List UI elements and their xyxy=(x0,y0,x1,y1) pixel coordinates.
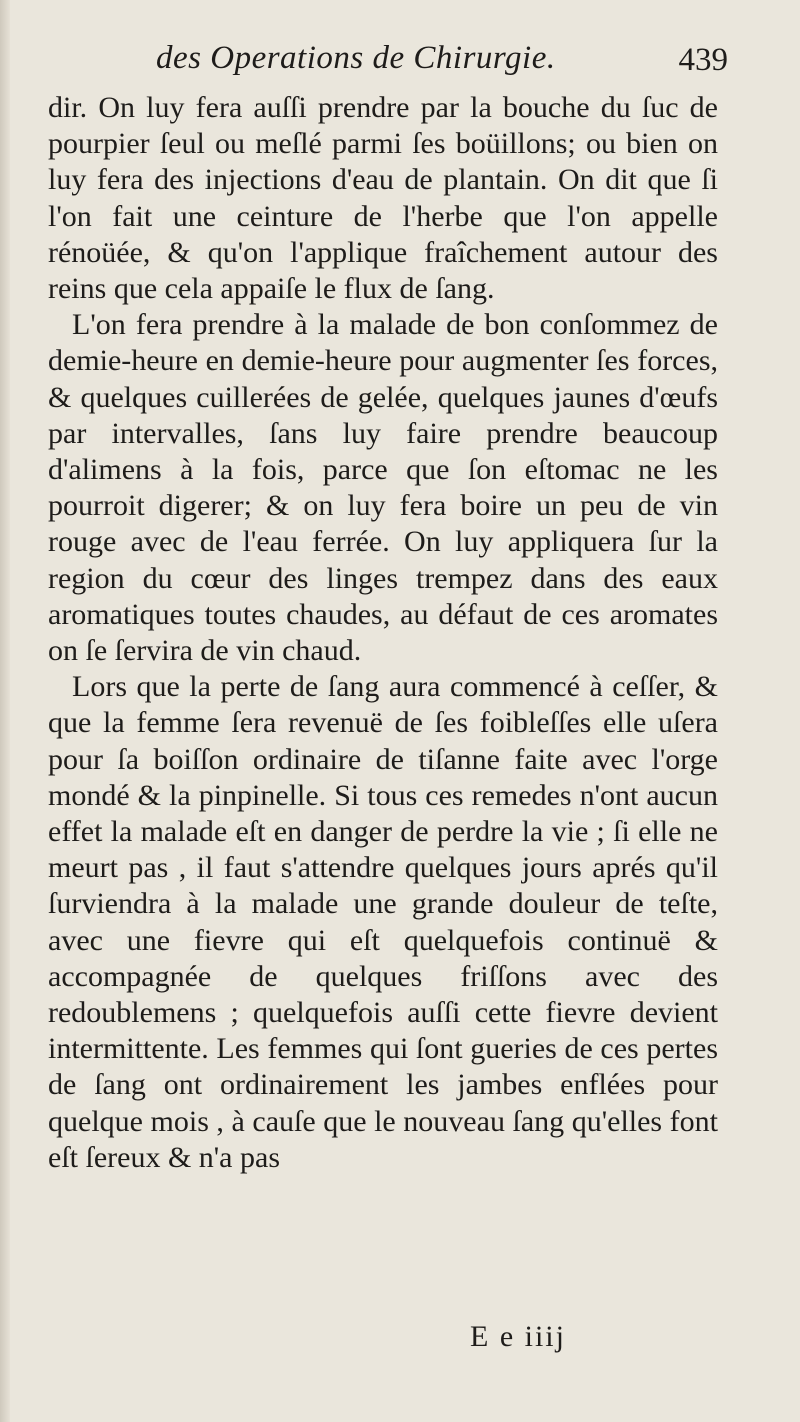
running-title: des Operations de Chirurgie. xyxy=(156,40,556,76)
paragraph-3: Lors que la perte de ſang aura commencé à ceſſer, & que la femme ſera revenuë de ſes foibleſſes elle uſera pour ſa boiſſon ordinaire de tiſanne faite avec l'orge mondé & la pinpinelle. Si tous ces remedes n'ont aucun effet la malade eſt en danger de perdre la vie ; ſi elle ne meurt pas , il faut s'attendre quelques jours aprés qu'il ſurviendra à la malade une grande douleur de teſte, avec une fievre qui eſt quelquefois continuë & accompagnée de quelques friſſons avec des redoublemens ; quelquefois auſſi cette fievre devient intermittente. Les femmes qui ſont gueries de ces pertes de ſang ont ordinairement les jambes enflées pour quelque mois , à cauſe que le nouveau ſang qu'elles font eſt ſereux & n'a pas xyxy=(48,670,718,1174)
book-page xyxy=(48,38,728,1176)
page-header xyxy=(48,38,728,90)
paragraph-2: L'on fera prendre à la malade de bon conſommez de demie-heure en demie-heure pour augmenter ſes forces, & quelques cuillerées de gelée, quelques jaunes d'œufs par intervalles, ſans luy faire prendre beaucoup d'alimens à la fois, parce que ſon eſtomac ne les pourroit digerer; & on luy fera boire un peu de vin rouge avec de l'eau ferrée. On luy appliquera ſur la region du cœur des linges trempez dans des eaux aromatiques toutes chaudes, au défaut de ces aromates on ſe ſervira de vin chaud. xyxy=(48,308,718,668)
paragraph-1: dir. On luy fera auſſi prendre par la bouche du ſuc de pourpier ſeul ou meſlé parmi ſes boüillons; ou bien on luy fera des injections d'eau de plantain. On dit que ſi l'on fait une ceinture de l'herbe que l'on appelle rénoüée, & qu'on l'applique fraîchement autour des reins que cela appaiſe le flux de ſang. xyxy=(48,91,718,306)
body-text xyxy=(48,90,718,1176)
signature-mark: E e iiij xyxy=(470,1320,566,1353)
page-edge xyxy=(0,0,10,1422)
page-number: 439 xyxy=(678,42,728,78)
